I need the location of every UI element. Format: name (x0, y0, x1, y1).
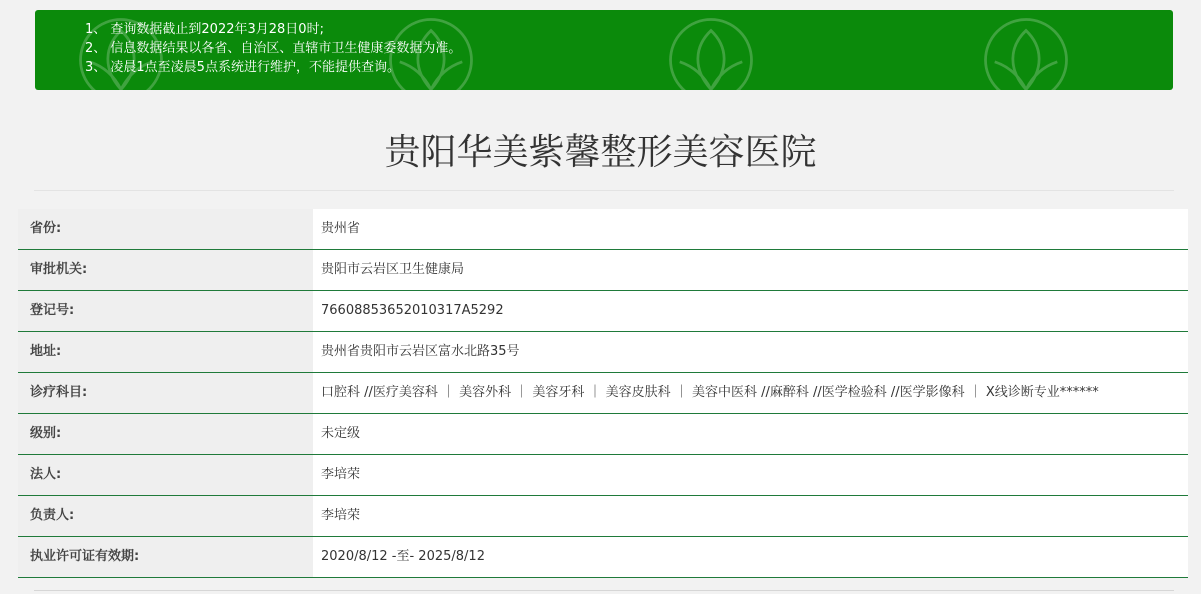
row-label: 执业许可证有效期: (18, 537, 313, 577)
table-row (18, 250, 1188, 291)
hospital-info-table (18, 209, 1188, 578)
table-row (18, 332, 1188, 373)
row-value: 贵阳市云岩区卫生健康局 (313, 250, 1188, 290)
bottom-divider (34, 590, 1174, 591)
table-row (18, 373, 1188, 414)
row-label: 登记号: (18, 291, 313, 331)
row-label: 级别: (18, 414, 313, 454)
notice-line-2: 2、 信息数据结果以各省、自治区、直辖市卫生健康委数据为准。 (85, 41, 462, 56)
row-value: 2020/8/12 -至- 2025/8/12 (313, 537, 1188, 577)
row-value: 贵州省贵阳市云岩区富水北路35号 (313, 332, 1188, 372)
notice-banner (35, 10, 1173, 90)
table-row (18, 455, 1188, 496)
row-label: 法人: (18, 455, 313, 495)
table-row (18, 537, 1188, 578)
row-value: 贵州省 (313, 209, 1188, 249)
notice-line-1: 1、 查询数据截止到2022年3月28日0时; (85, 22, 324, 37)
page-title: 贵阳华美紫馨整形美容医院 (384, 132, 817, 173)
row-label: 诊疗科目: (18, 373, 313, 413)
row-label: 地址: (18, 332, 313, 372)
row-label: 负责人: (18, 496, 313, 536)
row-value: 口腔科 //医疗美容科 ｜ 美容外科 ｜ 美容牙科 ｜ 美容皮肤科 ｜ 美容中医科 //麻醉科 //医学检验科 //医学影像科 ｜ X线诊断专业****** (313, 373, 1188, 413)
row-value: 李培荣 (313, 496, 1188, 536)
row-value: 李培荣 (313, 455, 1188, 495)
row-label: 审批机关: (18, 250, 313, 290)
table-row (18, 291, 1188, 332)
row-value: 76608853652010317A5292 (313, 291, 1188, 331)
title-divider (34, 190, 1174, 191)
table-row (18, 209, 1188, 250)
row-value: 未定级 (313, 414, 1188, 454)
table-row (18, 414, 1188, 455)
row-label: 省份: (18, 209, 313, 249)
notice-line-3: 3、 凌晨1点至凌晨5点系统进行维护，不能提供查询。 (85, 60, 400, 75)
table-row (18, 496, 1188, 537)
